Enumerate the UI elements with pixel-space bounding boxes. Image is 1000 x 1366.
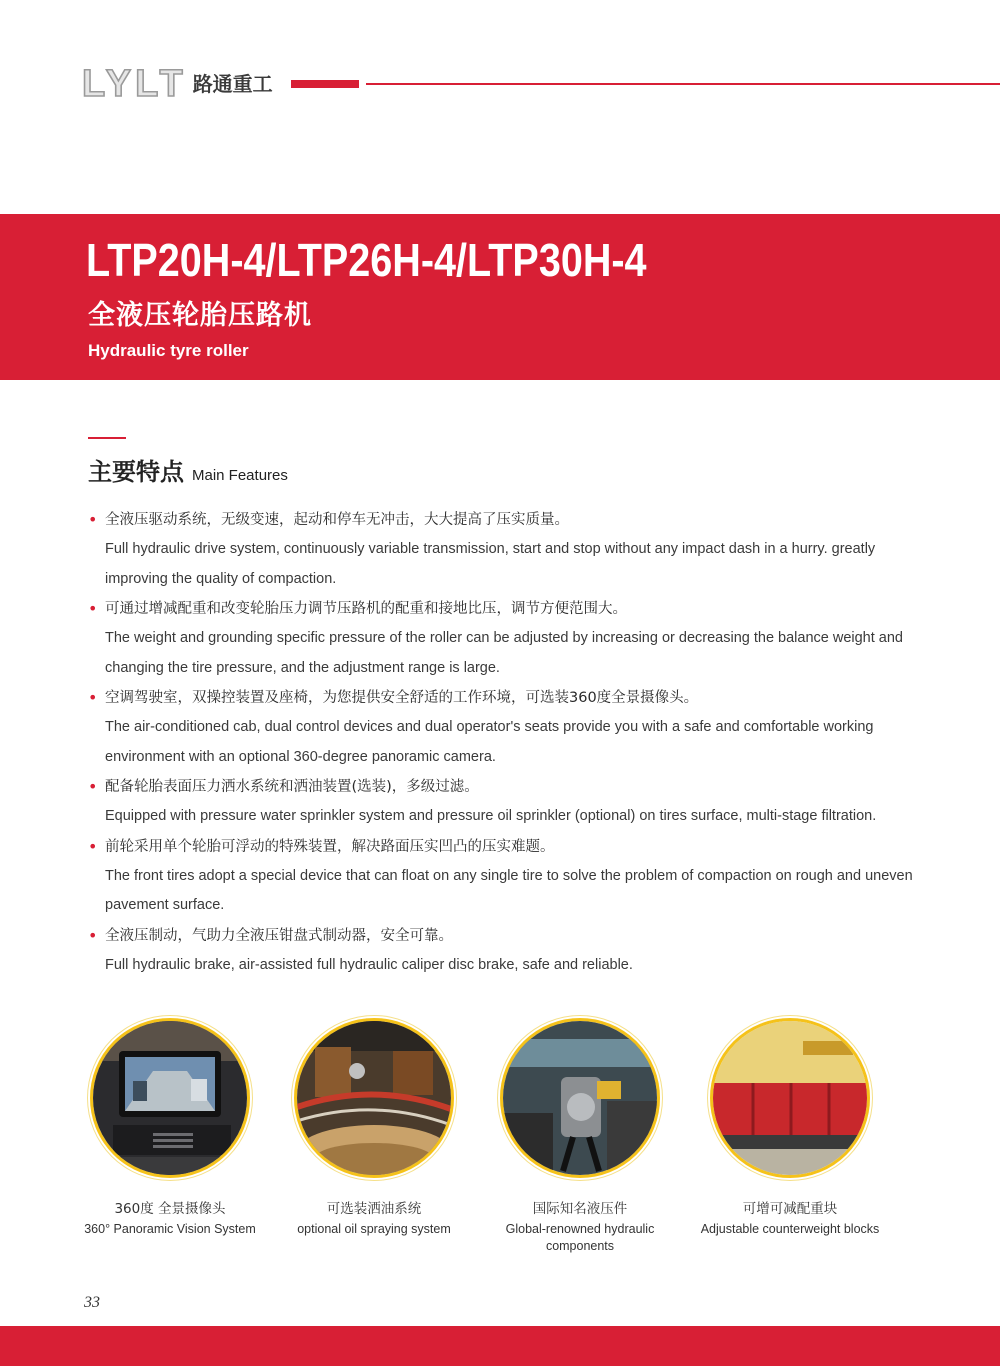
bullet-icon: • [88,599,98,618]
logo-latin-text: LYLT [82,63,187,105]
photo-caption-en: 360° Panoramic Vision System [84,1222,256,1236]
photo-caption-cn: 可选装洒油系统 [326,1201,422,1217]
feature-photos [0,1018,1000,1278]
feature-item [88,921,928,981]
bullet-icon: • [88,688,98,707]
photo-caption-cn: 360度 全景摄像头 [114,1201,226,1217]
page-number: 33 [84,1294,100,1311]
feature-text-cn: 前轮采用单个轮胎可浮动的特殊装置，解决路面压实凹凸的压实难题。 [105,838,555,855]
photo-caption-cn: 可增可减配重块 [742,1201,838,1217]
feature-item [88,832,928,921]
bullet-icon: • [88,836,98,856]
feature-item [88,594,928,683]
feature-text-cn: 空调驾驶室，双操控装置及座椅，为您提供安全舒适的工作环境，可选装360度全景摄像头。 [105,690,699,706]
photo-oil-system [269,1018,479,1238]
feature-item [88,683,928,772]
logo-chinese-text: 路通重工 [192,72,273,96]
feature-text-en: The air-conditioned cab, dual control devices and dual operator's seats provide you with a safe and comfortable working environment with an optional 360-degree panoramic camera. [105,719,874,765]
oil-spraying-image [294,1018,454,1178]
bullet-icon: • [88,510,98,529]
section-accent-dash [88,437,126,439]
product-title-cn: 全液压轮胎压路机 [88,300,312,331]
header-red-bar [291,80,359,88]
hydraulic-components-image [500,1018,660,1178]
bullet-icon: • [88,777,98,796]
photo-caption-en: Global-renowned hydraulic components [505,1222,655,1253]
section-title-cn: 主要特点 [88,458,184,486]
photo-caption-en: optional oil spraying system [297,1222,451,1236]
brand-logo [82,63,273,105]
feature-text-en: The weight and grounding specific pressure of the roller can be adjusted by increasing or decreasing the balance weight and changing the tire pressure, and the adjustment range is large. [105,630,903,676]
section-heading [88,452,288,487]
photo-hydraulic [475,1018,685,1255]
feature-text-cn: 全液压制动，气助力全液压钳盘式制动器，安全可靠。 [105,927,453,944]
feature-item [88,772,928,832]
feature-text-cn: 可通过增减配重和改变轮胎压力调节压路机的配重和接地比压，调节方便范围大。 [105,601,627,617]
photo-caption-cn: 国际知名液压件 [532,1201,628,1217]
feature-text-cn: 全液压驱动系统，无级变速，起动和停车无冲击，大大提高了压实质量。 [105,512,569,528]
camera-monitor-image [90,1018,250,1178]
model-title: LTP20H-4/LTP26H-4/LTP30H-4 [86,234,647,286]
feature-text-cn: 配备轮胎表面压力洒水系统和洒油装置(选装)，多级过滤。 [105,779,479,795]
photo-caption-en: Adjustable counterweight blocks [700,1222,880,1236]
feature-item [88,505,928,594]
header-rule [366,83,1000,85]
footer-red-bar [0,1326,1000,1366]
bullet-icon: • [88,925,98,945]
feature-text-en: Full hydraulic drive system, continuously variable transmission, start and stop without any impact dash in a hurry. greatly improving the quality of compaction. [105,541,876,587]
counterweight-image [710,1018,870,1178]
product-title-en: Hydraulic tyre roller [88,341,249,360]
features-list [88,505,928,980]
feature-text-en: Equipped with pressure water sprinkler system and pressure oil sprinkler (optional) on tires surface, multi-stage filtration. [105,808,877,824]
photo-counterweight [685,1018,895,1238]
feature-text-en: The front tires adopt a special device that can float on any single tire to solve the problem of compaction on rough and uneven pavement surface. [105,867,913,913]
section-title-en: Main Features [192,467,288,484]
photo-camera [65,1018,275,1238]
feature-text-en: Full hydraulic brake, air-assisted full hydraulic caliper disc brake, safe and reliable. [105,956,633,973]
